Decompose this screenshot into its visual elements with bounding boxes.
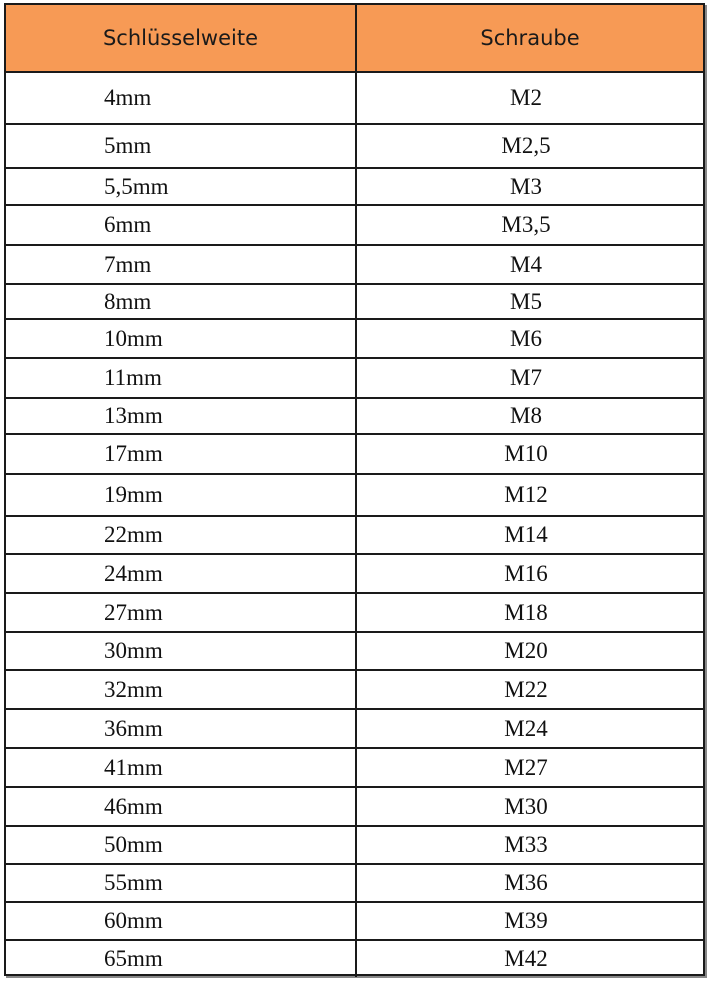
cell-schluesselweite: 30mm [6,632,356,670]
cell-schraube: M5 [356,284,703,319]
table-header [6,5,703,72]
cell-schluesselweite: 19mm [6,474,356,516]
cell-schraube: M33 [356,826,703,864]
table-row [6,358,703,398]
cell-schraube: M7 [356,358,703,398]
table-row [6,787,703,826]
cell-schraube: M10 [356,434,703,474]
table-row [6,593,703,632]
table-row [6,748,703,787]
cell-schluesselweite: 50mm [6,826,356,864]
cell-schluesselweite: 17mm [6,434,356,474]
cell-schraube: M12 [356,474,703,516]
table-row [6,72,703,124]
cell-schluesselweite: 24mm [6,554,356,593]
cell-schraube: M20 [356,632,703,670]
cell-schluesselweite: 22mm [6,516,356,554]
table-row [6,709,703,748]
table-row [6,245,703,284]
header-row [6,5,703,72]
cell-schraube: M30 [356,787,703,826]
cell-schluesselweite: 10mm [6,319,356,358]
cell-schraube: M16 [356,554,703,593]
cell-schluesselweite: 60mm [6,902,356,940]
cell-schluesselweite: 36mm [6,709,356,748]
cell-schluesselweite: 46mm [6,787,356,826]
table-row [6,168,703,205]
table-row [6,826,703,864]
table-row [6,670,703,709]
table-row [6,398,703,434]
cell-schraube: M3 [356,168,703,205]
cell-schraube: M18 [356,593,703,632]
cell-schluesselweite: 13mm [6,398,356,434]
wrench-size-table [6,5,703,977]
table-row [6,516,703,554]
table-row [6,434,703,474]
cell-schluesselweite: 5,5mm [6,168,356,205]
cell-schluesselweite: 5mm [6,124,356,168]
cell-schluesselweite: 32mm [6,670,356,709]
cell-schraube: M4 [356,245,703,284]
cell-schraube: M36 [356,864,703,902]
table-row [6,124,703,168]
table-row [6,474,703,516]
cell-schraube: M24 [356,709,703,748]
table-row [6,864,703,902]
header-schluesselweite: Schlüsselweite [6,5,356,72]
table-row [6,205,703,245]
cell-schluesselweite: 8mm [6,284,356,319]
cell-schluesselweite: 55mm [6,864,356,902]
cell-schraube: M22 [356,670,703,709]
cell-schluesselweite: 65mm [6,940,356,977]
cell-schluesselweite: 7mm [6,245,356,284]
cell-schluesselweite: 6mm [6,205,356,245]
cell-schraube: M6 [356,319,703,358]
table-row [6,940,703,977]
cell-schraube: M8 [356,398,703,434]
table-row [6,902,703,940]
table-row [6,632,703,670]
cell-schraube: M14 [356,516,703,554]
cell-schraube: M27 [356,748,703,787]
header-schraube: Schraube [356,5,703,72]
cell-schluesselweite: 41mm [6,748,356,787]
cell-schraube: M3,5 [356,205,703,245]
table-body [6,72,703,977]
cell-schraube: M39 [356,902,703,940]
cell-schluesselweite: 4mm [6,72,356,124]
cell-schraube: M42 [504,946,548,971]
cell-schluesselweite: 11mm [6,358,356,398]
wrench-size-table-frame [4,3,705,976]
cell-schraube: M2,5 [356,124,703,168]
cell-schraube: M2 [356,72,703,124]
table-row [6,319,703,358]
table-row [6,284,703,319]
table-row [6,554,703,593]
cell-schluesselweite: 27mm [6,593,356,632]
